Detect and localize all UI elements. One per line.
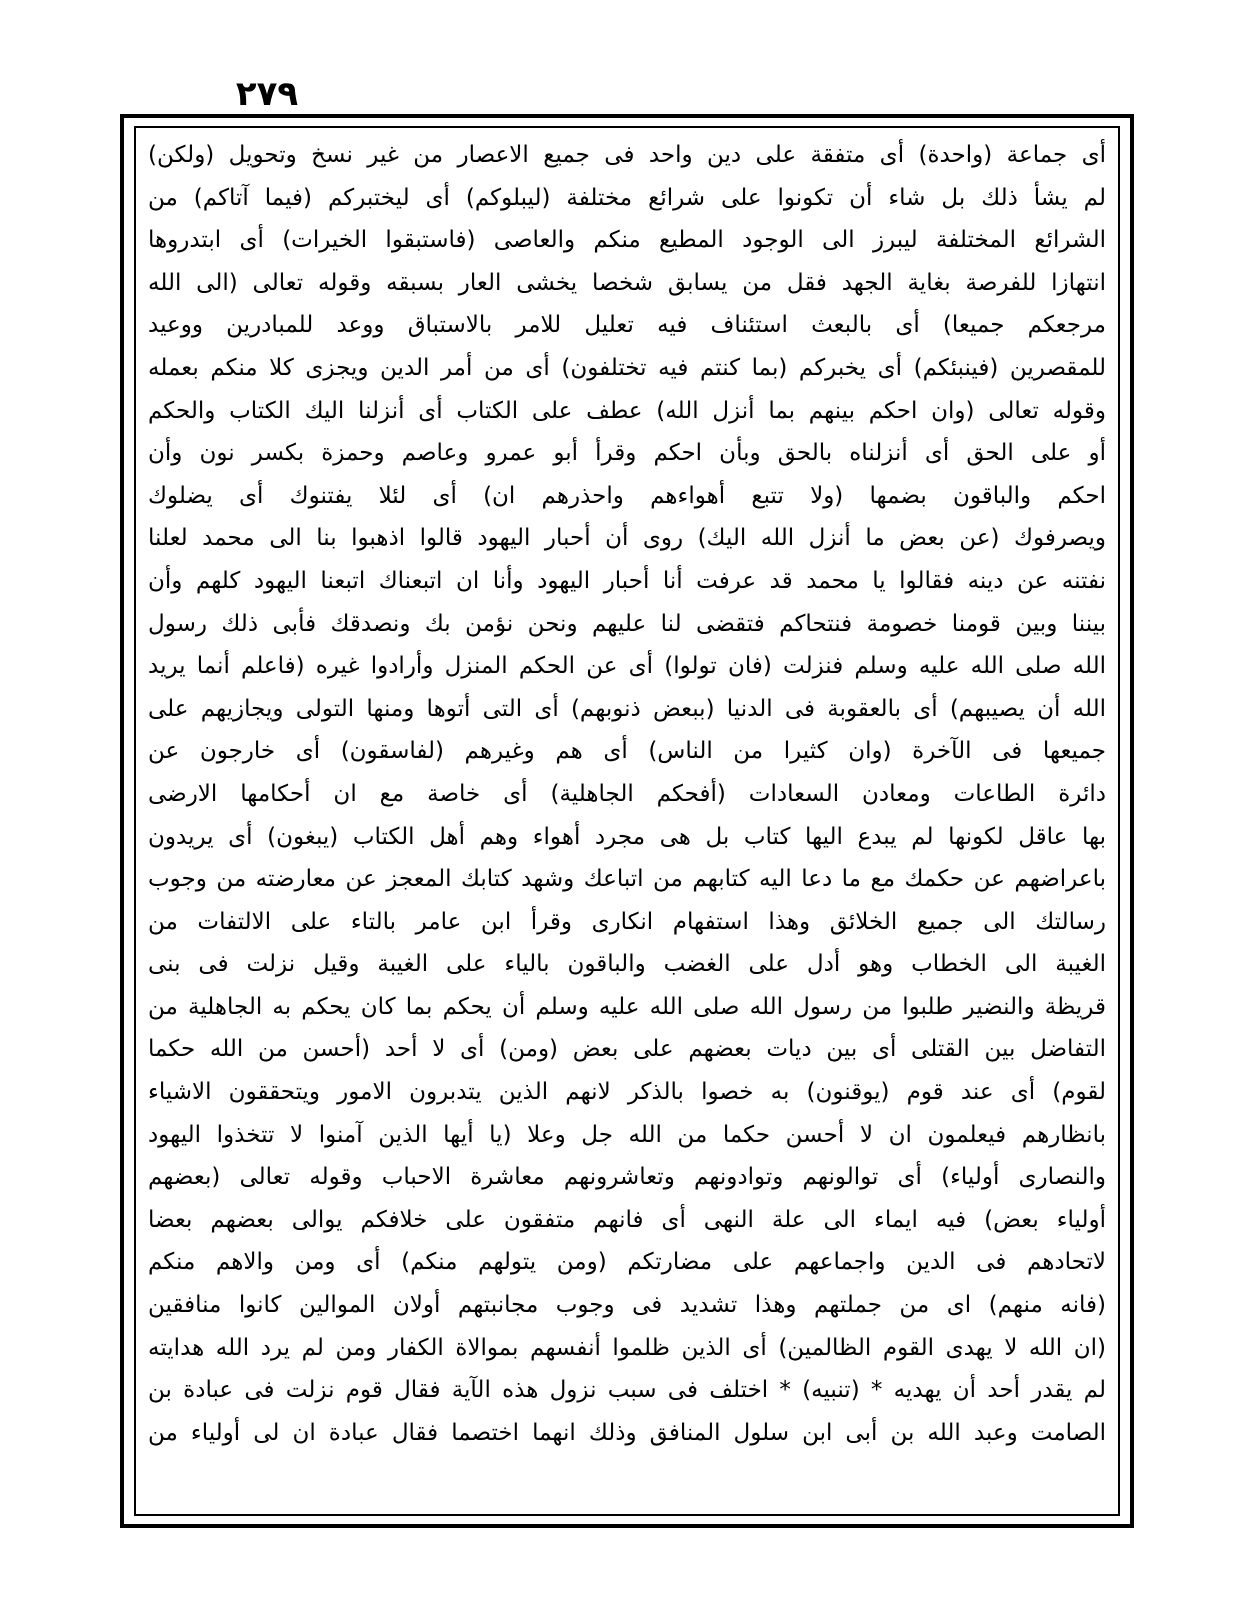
text-line: وقوله تعالى (وان احكم بينهم بما أنزل الله) عطف على الكتاب أى أنزلنا اليك الكتاب والحكم [148,397,1106,424]
text-body [148,134,1106,1508]
text-line: باعراضهم عن حكمك مع ما دعا اليه كتابهم من اتباعك وشهد كتابك المعجز عن معارضته من وجوب [148,866,1106,893]
text-line: الشرائع المختلفة ليبرز الى الوجود المطيع منكم والعاصى (فاستبقوا الخيرات) أى ابتدروها [148,227,1106,254]
text-line: قريظة والنضير طلبوا من رسول الله صلى الله عليه وسلم أن يحكم بما كان يحكم به الجاهلية من [148,993,1106,1020]
text-line: الله أن يصيبهم) أى بالعقوبة فى الدنيا (ببعض ذنوبهم) أى التى أتوها ومنها التولى ويجازيهم على [148,695,1106,722]
text-line: الصامت وعبد الله بن أبى ابن سلول المنافق وذلك انهما اختصما فقال عبادة ان لى أولياء من [148,1419,1106,1446]
text-line: جميعها فى الآخرة (وان كثيرا من الناس) أى هم وغيرهم (لفاسقون) أى خارجون عن [148,738,1106,765]
text-line: نفتنه عن دينه فقالوا يا محمد قد عرفت أنا أحبار اليهود وأنا ان اتبعناك اتبعنا اليهود كلهم وأن [148,567,1106,594]
text-line: لقوم) أى عند قوم (يوقنون) به خصوا بالذكر لانهم الذين يتدبرون الامور ويتحققون الاشياء [148,1079,1106,1106]
text-line: والنصارى أولياء) أى توالونهم وتوادونهم وتعاشرونهم معاشرة الاحباب وقوله تعالى (بعضهم [148,1164,1106,1191]
text-line: أو على الحق أى أنزلناه بالحق وبأن احكم وقرأ أبو عمرو وعاصم وحمزة بكسر نون وأن [148,440,1106,467]
text-line: لم يشأ ذلك بل شاء أن تكونوا على شرائع مختلفة (ليبلوكم) أى ليختبركم (فيما آتاكم) من [148,184,1106,211]
text-line: (فانه منهم) اى من جملتهم وهذا تشديد فى وجوب مجانبتهم أولان الموالين كانوا منافقين [148,1292,1106,1319]
text-line: مرجعكم جميعا) أى بالبعث استئناف فيه تعليل للامر بالاستباق ووعد للمبادرين ووعيد [148,312,1106,339]
page-number: ٢٧٩ [235,74,299,114]
text-line: التفاضل بين القتلى أى بين ديات بعضهم على بعض (ومن) أى لا أحد (أحسن من الله حكما [148,1036,1106,1063]
text-line: الغيبة الى الخطاب وهو أدل على الغضب والباقون بالياء على الغيبة وقيل نزلت فى بنى [148,951,1106,978]
text-line: بانظارهم فيعلمون ان لا أحسن حكما من الله جل وعلا (يا أيها الذين آمنوا لا تتخذوا اليهود [148,1121,1106,1148]
text-line: (ان الله لا يهدى القوم الظالمين) أى الذين ظلموا أنفسهم بموالاة الكفار ومن لم يرد الله هدايته [148,1334,1106,1361]
text-line: الله صلى الله عليه وسلم فنزلت (فان تولوا) أى عن الحكم المنزل وأرادوا غيره (فاعلم أنما يريد [148,653,1106,680]
text-line: أولياء بعض) فيه ايماء الى علة النهى أى فانهم متفقون على خلافكم يوالى بعضهم بعضا [148,1206,1106,1233]
text-line: دائرة الطاعات ومعادن السعادات (أفحكم الجاهلية) أى خاصة مع ان أحكامها الارضى [148,780,1106,807]
text-line: أى جماعة (واحدة) أى متفقة على دين واحد فى جميع الاعصار من غير نسخ وتحويل (ولكن) [148,142,1106,168]
text-line: ويصرفوك (عن بعض ما أنزل الله اليك) روى أن أحبار اليهود قالوا اذهبوا بنا الى محمد لعلنا [148,525,1106,552]
text-line: لم يقدر أحد أن يهديه * (تنبيه) * اختلف فى سبب نزول هذه الآية فقال قوم نزلت فى عبادة بن [148,1377,1106,1404]
text-line: احكم والباقون بضمها (ولا تتبع أهواءهم واحذرهم ان) أى لئلا يفتنوك أى يضلوك [148,482,1106,509]
text-line: رسالتك الى جميع الخلائق وهذا استفهام انكارى وقرأ ابن عامر بالتاء على الالتفات من [148,908,1106,935]
text-line: انتهازا للفرصة بغاية الجهد فقل من يسابق شخصا يخشى العار بسبقه وقوله تعالى (الى الله [148,269,1106,296]
text-line: للمقصرين (فينبئكم) أى يخبركم (بما كنتم فيه تختلفون) أى من أمر الدين ويجزى كلا منكم بعمله [148,354,1106,381]
text-line: لاتحادهم فى الدين واجماعهم على مضارتكم (ومن يتولهم منكم) أى ومن والاهم منكم [148,1249,1106,1276]
text-line: بها عاقل لكونها لم يبدع اليها كتاب بل هى مجرد أهواء وهم أهل الكتاب (يبغون) أى يريدون [148,823,1106,850]
text-line: بيننا وبين قومنا خصومة فنتحاكم فتقضى لنا عليهم ونحن نؤمن بك ونصدقك فأبى ذلك رسول [148,610,1106,637]
